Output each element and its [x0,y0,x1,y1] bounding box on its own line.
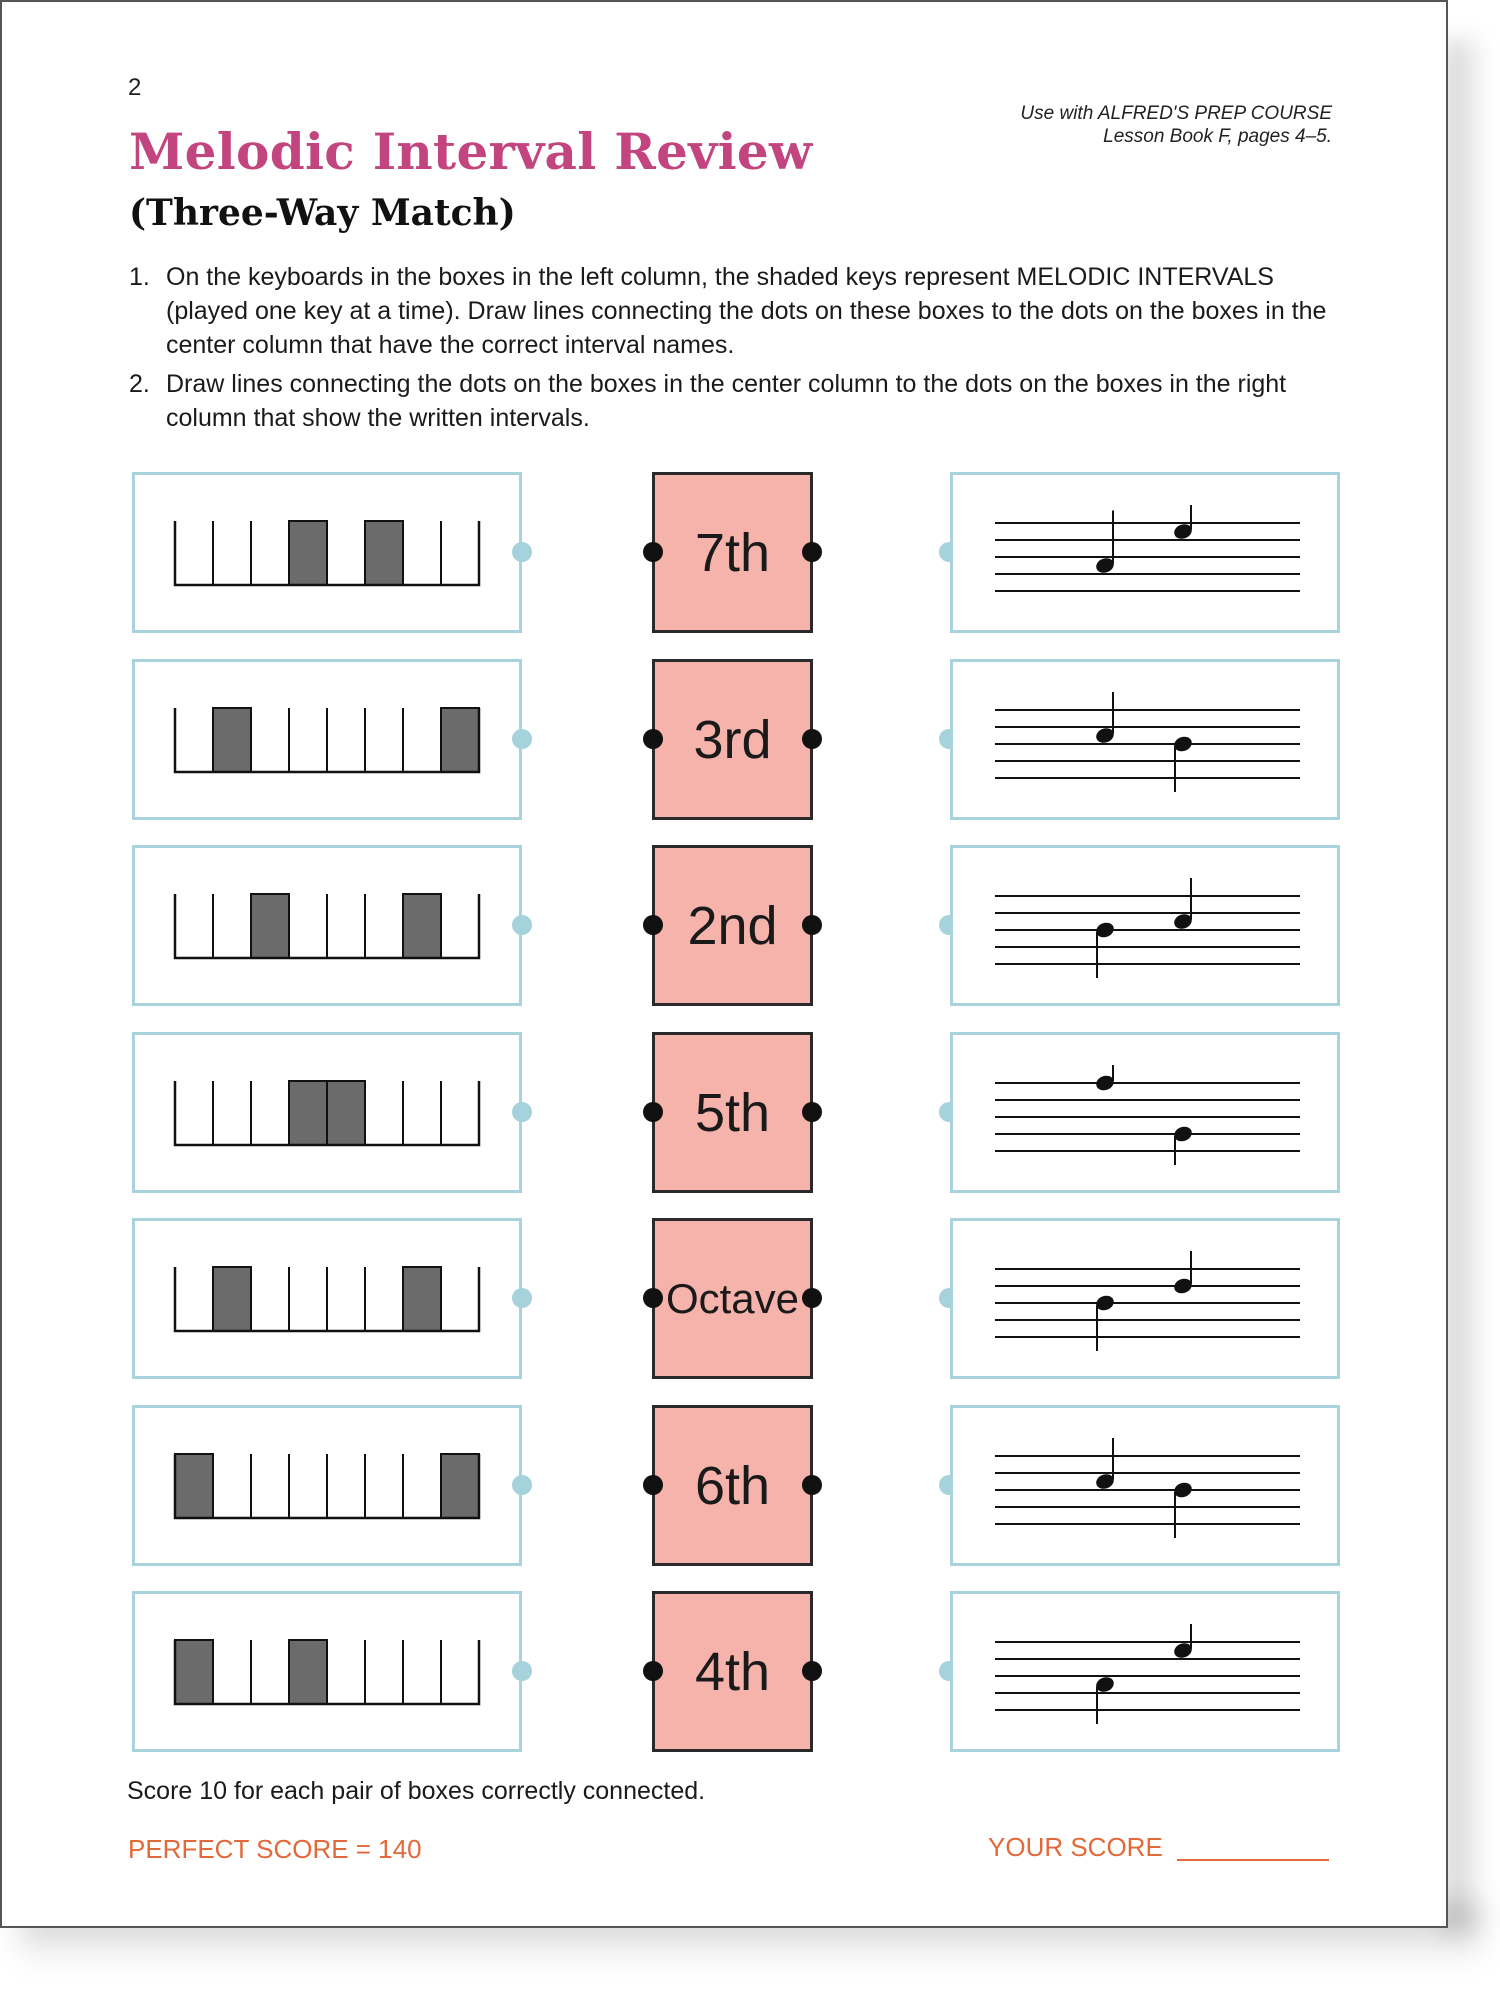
your-score-blank[interactable] [1177,1859,1329,1861]
shaded-key [441,1454,479,1518]
interval-label: 6th [694,1455,771,1516]
shaded-key [403,894,441,958]
keyboard-connect-dot[interactable] [512,1288,532,1308]
score-note: Score 10 for each pair of boxes correctly connected. [127,1777,706,1805]
music-staff [995,1624,1300,1724]
keyboard-connect-dot[interactable] [512,1102,532,1122]
interval-name-box [652,1032,813,1193]
interval-name-box [652,472,813,633]
interval-right-dot[interactable] [802,1102,822,1122]
interval-right-dot[interactable] [802,542,822,562]
interval-label: 4th [694,1641,771,1702]
keyboard-connect-dot[interactable] [512,1661,532,1681]
interval-label: 3rd [693,709,772,770]
your-score-label: YOUR SCORE [988,1832,1163,1862]
keyboard-connect-dot[interactable] [512,729,532,749]
shaded-key [175,1640,213,1704]
staff-box [950,1405,1340,1566]
keyboard-diagram [173,706,481,774]
keyboard-box [132,659,522,820]
reference-line-1: Use with ALFRED'S PREP COURSE [1020,103,1332,124]
staff-box [950,472,1340,633]
keyboard-diagram [173,1638,481,1706]
interval-name-box [652,1405,813,1566]
shaded-key [403,1267,441,1331]
instructions-list [129,260,1344,440]
keyboard-box [132,845,522,1006]
keyboard-diagram [173,519,481,587]
staff-box [950,1032,1340,1193]
keyboard-box [132,472,522,633]
instruction-number: 2. [129,370,150,398]
instruction-number: 1. [129,263,150,291]
shaded-key [365,521,403,585]
interval-name-box [652,1218,813,1379]
music-staff [995,692,1300,792]
page-title: Melodic Interval Review [129,122,813,181]
keyboard-connect-dot[interactable] [512,915,532,935]
shaded-key [441,708,479,772]
interval-left-dot[interactable] [643,729,663,749]
keyboard-diagram [173,1452,481,1520]
shaded-key [175,1454,213,1518]
music-staff [995,878,1300,978]
interval-name-box [652,845,813,1006]
interval-label: Octave [665,1274,800,1322]
interval-left-dot[interactable] [643,1475,663,1495]
interval-left-dot[interactable] [643,1661,663,1681]
interval-left-dot[interactable] [643,542,663,562]
staff-box [950,1218,1340,1379]
interval-label: 7th [694,522,771,583]
interval-right-dot[interactable] [802,915,822,935]
music-staff [995,1438,1300,1538]
shaded-key [289,1640,327,1704]
book-reference [1020,102,1332,148]
instruction-item [129,260,1344,362]
reference-line-2: Lesson Book F, pages 4–5. [1103,126,1332,147]
shaded-key [289,1081,327,1145]
staff-box [950,1591,1340,1752]
interval-right-dot[interactable] [802,729,822,749]
keyboard-box [132,1405,522,1566]
interval-name-box [652,1591,813,1752]
staff-box [950,659,1340,820]
shaded-key [251,894,289,958]
interval-right-dot[interactable] [802,1661,822,1681]
interval-name-box [652,659,813,820]
interval-label: 5th [694,1082,771,1143]
keyboard-box [132,1218,522,1379]
shaded-key [213,1267,251,1331]
keyboard-box [132,1591,522,1752]
interval-label: 2nd [687,895,778,956]
page-subtitle: (Three-Way Match) [129,192,516,234]
interval-right-dot[interactable] [802,1288,822,1308]
music-staff [995,1065,1300,1165]
perfect-score: PERFECT SCORE = 140 [128,1834,422,1864]
interval-left-dot[interactable] [643,1102,663,1122]
instruction-text: Draw lines connecting the dots on the boxes in the center column to the dots on the boxes in the right column that show the written intervals. [166,370,1287,432]
keyboard-box [132,1032,522,1193]
interval-right-dot[interactable] [802,1475,822,1495]
interval-left-dot[interactable] [643,1288,663,1308]
keyboard-connect-dot[interactable] [512,542,532,562]
keyboard-diagram [173,1265,481,1333]
shaded-key [327,1081,365,1145]
instruction-text: On the keyboards in the boxes in the left column, the shaded keys represent MELODIC INTERVALS (played one key at a time). Draw lines connecting the dots on these boxes to the dots on the boxes in the center column that have the correct interval names. [166,263,1327,359]
interval-left-dot[interactable] [643,915,663,935]
page-number: 2 [128,74,142,101]
staff-box [950,845,1340,1006]
keyboard-connect-dot[interactable] [512,1475,532,1495]
music-staff [995,505,1300,605]
instruction-item [129,367,1344,435]
keyboard-diagram [173,892,481,960]
keyboard-diagram [173,1079,481,1147]
music-staff [995,1251,1300,1351]
shaded-key [213,708,251,772]
shaded-key [289,521,327,585]
